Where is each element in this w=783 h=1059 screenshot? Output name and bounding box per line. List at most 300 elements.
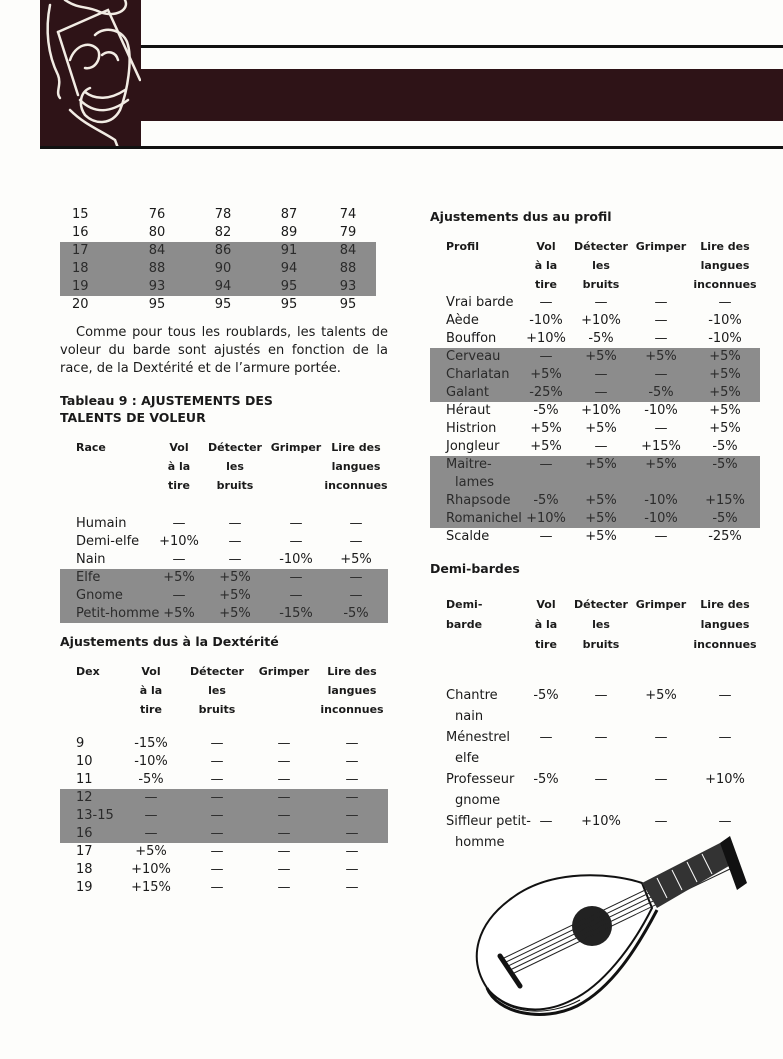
cell-value: +5% [202, 569, 268, 587]
cell-value: — [277, 754, 291, 769]
cell-value: 91 [258, 242, 320, 260]
cell-value: — [210, 772, 224, 787]
row-label [60, 735, 120, 753]
cell-value: +10% [581, 403, 621, 418]
cell-value: — [654, 295, 668, 310]
cell-value: -25% [708, 529, 742, 544]
cell-value: — [345, 862, 359, 877]
cell-value: +10% [526, 331, 566, 346]
cell-value: — [718, 295, 732, 310]
cell-value: — [522, 348, 570, 366]
cell-value: 93 [126, 278, 188, 296]
cell-value: — [324, 569, 388, 587]
cell-value: -10% [644, 403, 678, 418]
profile-table [430, 237, 760, 546]
table-row [430, 294, 760, 312]
cell-value: -5% [533, 688, 559, 703]
cell-value: -5% [632, 384, 690, 402]
row-label [430, 294, 522, 312]
row-label-continuation: lames [455, 475, 495, 490]
row-label [430, 510, 522, 528]
table-row [60, 296, 376, 314]
row-label [430, 384, 522, 402]
cell-value: — [210, 844, 224, 859]
row-label [430, 402, 522, 420]
col-header-detecter: Détecter les bruits [574, 598, 628, 651]
row-level: 16 [72, 225, 89, 240]
row-label-text: 10 [76, 754, 93, 769]
table-row [60, 515, 388, 533]
cell-value: — [594, 439, 608, 454]
row-label [60, 807, 120, 825]
cell-value: — [718, 730, 732, 745]
cell-value: 88 [320, 260, 376, 278]
cell-value: +10% [522, 510, 570, 528]
dex-table [60, 662, 388, 897]
row-label-text: Romanichel [446, 511, 522, 526]
row-label-text: 19 [76, 880, 93, 895]
cell-value: — [268, 569, 324, 587]
cell-value: — [316, 807, 388, 825]
cell-value: — [182, 825, 252, 843]
cell-value: +5% [585, 421, 617, 436]
cell-value: 79 [339, 225, 357, 240]
col-header-demi-barde: Demi- barde [446, 598, 483, 631]
row-level: 17 [60, 242, 126, 260]
table-row [430, 330, 760, 348]
cell-value: — [522, 456, 570, 492]
row-label [430, 420, 522, 438]
cell-value: — [228, 516, 242, 531]
cell-value: 86 [188, 242, 258, 260]
col-header-race: Race [76, 441, 106, 454]
cell-value: — [654, 421, 668, 436]
row-label [430, 492, 522, 510]
row-label [60, 533, 156, 551]
cell-value: — [289, 516, 303, 531]
cell-value: +5% [202, 605, 268, 623]
cell-value: — [252, 807, 316, 825]
col-header-detecter: Détecter les bruits [190, 665, 244, 716]
row-label [430, 685, 522, 727]
cell-value: — [277, 772, 291, 787]
row-label-text: Rhapsode [446, 493, 511, 508]
row-label-text: Histrion [446, 421, 497, 436]
row-label-text: 12 [76, 790, 93, 805]
cell-value: — [252, 825, 316, 843]
row-label-continuation: homme [455, 835, 505, 850]
cell-value: — [570, 384, 632, 402]
table-row [430, 528, 760, 546]
cell-value: +5% [570, 492, 632, 510]
cell-value: 84 [126, 242, 188, 260]
cell-value: +5% [340, 552, 372, 567]
col-header-detecter: Détecter les bruits [574, 240, 628, 291]
row-label-text: 11 [76, 772, 93, 787]
cell-value: +5% [585, 529, 617, 544]
cell-value: 82 [214, 225, 232, 240]
cell-value: — [120, 825, 182, 843]
cell-value: -10% [708, 313, 742, 328]
row-label-text: Nain [76, 552, 106, 567]
cell-value: — [182, 807, 252, 825]
row-label-text: Galant [446, 385, 489, 400]
col-header-grimper: Grimper [635, 240, 687, 253]
cell-value: 74 [339, 207, 357, 222]
row-label [60, 569, 156, 587]
cell-value: — [210, 862, 224, 877]
row-level: 19 [60, 278, 126, 296]
table-row [430, 312, 760, 330]
table-row [60, 825, 388, 843]
cell-value: 80 [148, 225, 166, 240]
cell-value: +10% [159, 534, 199, 549]
cell-value: — [289, 534, 303, 549]
table-row [430, 438, 760, 456]
cell-value: — [539, 814, 553, 829]
row-label-text: Humain [76, 516, 127, 531]
col-header-vol: Vol à la tire [534, 240, 558, 291]
cell-value: — [632, 366, 690, 384]
cell-value: -10% [632, 510, 690, 528]
row-label-text: Cerveau [446, 349, 501, 364]
table-row [60, 843, 388, 861]
cell-value: — [210, 736, 224, 751]
cell-value: — [277, 862, 291, 877]
col-header-vol: Vol à la tire [139, 665, 163, 716]
cell-value: — [654, 730, 668, 745]
cell-value: — [570, 366, 632, 384]
col-header-grimper: Grimper [270, 441, 322, 454]
cell-value: — [654, 814, 668, 829]
cell-value: -5% [690, 456, 760, 492]
row-label-text: Scalde [446, 529, 490, 544]
cell-value: 95 [258, 278, 320, 296]
row-label-text: Elfe [76, 570, 101, 585]
cell-value: — [120, 807, 182, 825]
cell-value: — [345, 880, 359, 895]
cell-value: 95 [214, 297, 232, 312]
table-row [60, 605, 388, 623]
cell-value: — [172, 552, 186, 567]
cell-value: 95 [280, 297, 298, 312]
cell-value: 94 [258, 260, 320, 278]
table-row [60, 861, 388, 879]
cell-value: — [316, 825, 388, 843]
row-label [430, 727, 522, 769]
cell-value: — [654, 772, 668, 787]
cell-value: — [277, 736, 291, 751]
lute-icon [462, 828, 752, 1028]
level-table [60, 206, 376, 314]
cell-value: +5% [156, 569, 202, 587]
table-row [430, 685, 760, 727]
row-label [430, 528, 522, 546]
table-row [430, 348, 760, 366]
table-row [430, 384, 760, 402]
cell-value: -5% [690, 510, 760, 528]
cell-value: +5% [570, 510, 632, 528]
cell-value: +15% [641, 439, 681, 454]
cell-value: — [345, 844, 359, 859]
cell-value: — [349, 516, 363, 531]
table-row [430, 769, 760, 811]
cell-value: — [324, 587, 388, 605]
cell-value: 93 [320, 278, 376, 296]
cell-value: 95 [148, 297, 166, 312]
row-label-continuation: elfe [455, 751, 480, 766]
table-row [60, 260, 376, 278]
row-label-text: Ménestrel [446, 730, 510, 745]
cell-value: — [654, 529, 668, 544]
cell-value: -5% [712, 439, 738, 454]
table-row [430, 366, 760, 384]
col-header-detecter: Détecter les bruits [208, 441, 262, 492]
intro-paragraph: Comme pour tous les roublards, les talents de voleur du barde sont ajustés en fonction de la race, de la Dextérité et de l’armure portée. [60, 325, 388, 376]
table-row [60, 771, 388, 789]
cell-value: +5% [156, 605, 202, 623]
row-level: 15 [72, 207, 89, 222]
row-label-text: Chantre [446, 688, 498, 703]
cell-value: +10% [581, 814, 621, 829]
table9-title-line1: Tableau 9 : AJUSTEMENTS DES [60, 393, 273, 408]
row-label [60, 515, 156, 533]
left-column [60, 206, 390, 897]
row-label [60, 879, 120, 897]
cell-value: — [316, 789, 388, 807]
cell-value: +15% [131, 880, 171, 895]
profile-table-title: Ajustements dus au profil [430, 209, 612, 224]
row-label [430, 348, 522, 366]
cell-value: 94 [188, 278, 258, 296]
table-row [430, 456, 760, 492]
cell-value: +5% [522, 366, 570, 384]
table-row [60, 735, 388, 753]
cell-value: — [210, 754, 224, 769]
cell-value: +5% [645, 688, 677, 703]
row-label [430, 769, 522, 811]
cell-value: +5% [530, 439, 562, 454]
table-row [60, 206, 376, 224]
row-label-continuation: gnome [455, 793, 501, 808]
row-label [430, 438, 522, 456]
table-row [60, 242, 376, 260]
cell-value: +15% [690, 492, 760, 510]
row-label-text: Demi-elfe [76, 534, 140, 549]
cell-value: +5% [135, 844, 167, 859]
cell-value: 76 [148, 207, 166, 222]
row-label [60, 605, 160, 623]
row-label [60, 843, 120, 861]
dex-table-title: Ajustements dus à la Dextérité [60, 634, 279, 649]
cell-value: +5% [570, 456, 632, 492]
row-label-text: Héraut [446, 403, 491, 418]
cell-value: +5% [530, 421, 562, 436]
row-label [430, 330, 522, 348]
cell-value: 89 [280, 225, 298, 240]
cell-value: +5% [709, 403, 741, 418]
row-level: 20 [72, 297, 89, 312]
table-row [60, 789, 388, 807]
cell-value: -25% [522, 384, 570, 402]
row-label [60, 587, 156, 605]
cell-value: 95 [339, 297, 357, 312]
row-label [60, 771, 120, 789]
cell-value: — [277, 844, 291, 859]
right-column [430, 208, 762, 853]
cell-value: +5% [632, 348, 690, 366]
row-label [60, 789, 120, 807]
row-label-text: 17 [76, 844, 93, 859]
cell-value: +5% [570, 348, 632, 366]
cell-value: — [268, 587, 324, 605]
cell-value: +5% [690, 348, 760, 366]
table-row [430, 510, 760, 528]
table9-title-line2: TALENTS DE VOLEUR [60, 410, 206, 425]
row-label-text: 18 [76, 862, 93, 877]
demi-table-title: Demi-bardes [430, 561, 520, 576]
row-label [60, 861, 120, 879]
col-header-vol: Vol à la tire [167, 441, 191, 492]
cell-value: -5% [533, 403, 559, 418]
col-header-lire: Lire des langues inconnues [693, 240, 757, 291]
cell-value: — [277, 880, 291, 895]
cell-value: -5% [324, 605, 388, 623]
cell-value: — [345, 754, 359, 769]
table-row [60, 807, 388, 825]
table-row [60, 551, 388, 569]
cell-value: — [228, 534, 242, 549]
header-logo-block [40, 0, 141, 148]
row-label-text: Charlatan [446, 367, 510, 382]
cell-value: — [252, 789, 316, 807]
cell-value: -5% [138, 772, 164, 787]
row-label-text: Aède [446, 313, 479, 328]
row-label [60, 551, 156, 569]
cell-value: +5% [690, 384, 760, 402]
table-row [430, 402, 760, 420]
table-row [60, 278, 376, 296]
row-level: 18 [60, 260, 126, 278]
cell-value: — [594, 295, 608, 310]
demi-table [430, 595, 760, 853]
cell-value: — [345, 736, 359, 751]
cell-value: — [718, 814, 732, 829]
cell-value: +5% [709, 421, 741, 436]
row-label-text: Siffleur petit- [446, 814, 531, 829]
row-label-text: Petit-homme [76, 606, 160, 621]
table-row [60, 569, 388, 587]
cell-value: +10% [131, 862, 171, 877]
col-header-grimper: Grimper [258, 665, 310, 678]
col-header-lire: Lire des langues inconnues [693, 598, 757, 651]
cell-value: 90 [188, 260, 258, 278]
cell-value: 88 [126, 260, 188, 278]
row-label [60, 753, 120, 771]
cell-value: 84 [320, 242, 376, 260]
col-header-lire: Lire des langues inconnues [320, 665, 384, 716]
row-label-text: Vrai barde [446, 295, 514, 310]
cell-value: — [539, 295, 553, 310]
cell-value: — [345, 772, 359, 787]
row-label [430, 312, 522, 330]
col-header-vol: Vol à la tire [534, 598, 558, 651]
cell-value: — [156, 587, 202, 605]
cell-value: — [349, 534, 363, 549]
table-row [60, 224, 376, 242]
cell-value: — [172, 516, 186, 531]
row-label-text: Maitre- [446, 457, 492, 472]
header-rule-bottom [40, 146, 783, 149]
row-label-text: 13-15 [76, 808, 114, 823]
cell-value: -10% [708, 331, 742, 346]
table-row [60, 879, 388, 897]
cell-value: 78 [214, 207, 232, 222]
cell-value: — [539, 529, 553, 544]
cell-value: -5% [588, 331, 614, 346]
table-row [430, 492, 760, 510]
header-band [141, 69, 783, 121]
cell-value: — [539, 730, 553, 745]
row-label-text: Gnome [76, 588, 123, 603]
cell-value: -10% [134, 754, 168, 769]
col-header-grimper: Grimper [635, 598, 687, 611]
cell-value: +5% [632, 456, 690, 492]
cell-value: +10% [705, 772, 745, 787]
col-header-dex: Dex [76, 665, 100, 678]
theatre-mask-icon [40, 0, 141, 148]
cell-value: -10% [279, 552, 313, 567]
row-label [430, 456, 522, 492]
cell-value: — [654, 331, 668, 346]
cell-value: — [228, 552, 242, 567]
row-label [60, 825, 120, 843]
row-label-continuation: nain [455, 709, 484, 724]
cell-value: -15% [134, 736, 168, 751]
row-label-text: 16 [76, 826, 93, 841]
col-header-lire: Lire des langues inconnues [324, 441, 388, 492]
cell-value: -10% [529, 313, 563, 328]
cell-value: — [594, 688, 608, 703]
col-header-profil: Profil [446, 240, 479, 253]
table-row [60, 587, 388, 605]
cell-value: — [182, 789, 252, 807]
cell-value: — [594, 730, 608, 745]
table-row [430, 727, 760, 769]
row-label-text: Jongleur [446, 439, 500, 454]
row-label [430, 366, 522, 384]
table-row [60, 753, 388, 771]
row-label-text: 9 [76, 736, 85, 751]
cell-value: — [120, 789, 182, 807]
row-label-text: Professeur [446, 772, 515, 787]
cell-value: +10% [581, 313, 621, 328]
cell-value: 87 [280, 207, 298, 222]
header-rule-top [141, 45, 783, 48]
table-row [430, 420, 760, 438]
cell-value: +5% [690, 366, 760, 384]
cell-value: -10% [632, 492, 690, 510]
row-label-text: Bouffon [446, 331, 497, 346]
race-table [60, 438, 388, 623]
cell-value: -5% [533, 772, 559, 787]
cell-value: +5% [202, 587, 268, 605]
cell-value: — [654, 313, 668, 328]
cell-value: — [594, 772, 608, 787]
table9-title [60, 392, 390, 426]
cell-value: -15% [268, 605, 324, 623]
cell-value: — [718, 688, 732, 703]
